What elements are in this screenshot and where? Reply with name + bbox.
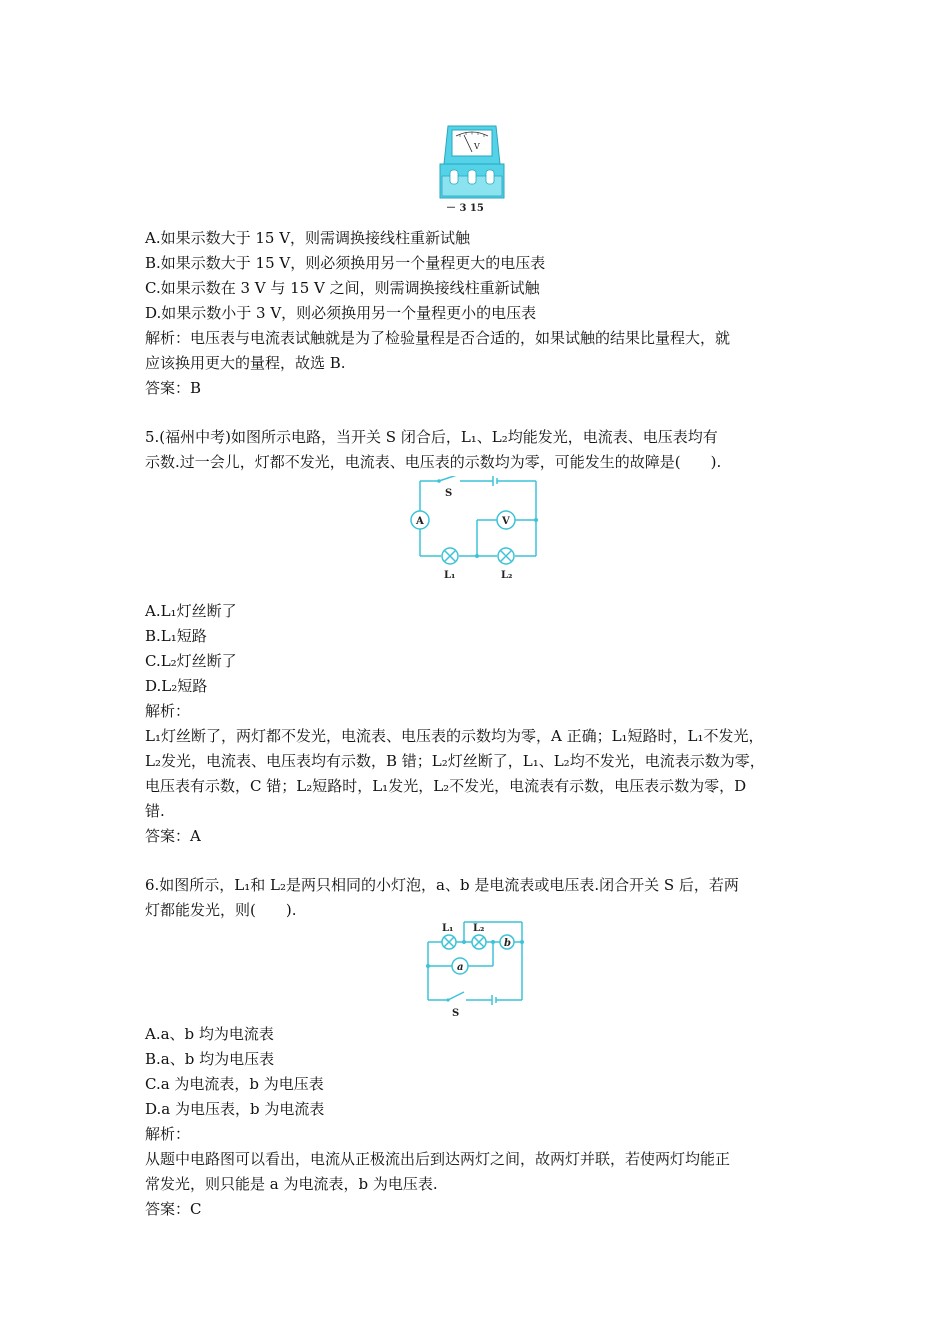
q5-analysis-line-3: 电压表有示数，C 错；L₂短路时，L₁发光，L₂不发光，电流表有示数，电压表示数为零，D <box>145 777 747 795</box>
q5-stem-line-2: 示数.过一会儿，灯都不发光，电流表、电压表的示数均为零，可能发生的故障是( ). <box>145 453 722 471</box>
q6-analysis-title: 解析： <box>145 1125 191 1143</box>
q4-option-a: A.如果示数大于 15 V，则需调换接线柱重新试触 <box>145 229 471 247</box>
voltmeter-illustration <box>438 122 510 214</box>
q5-option-d: D.L₂短路 <box>145 677 208 695</box>
q5-option-a: A.L₁灯丝断了 <box>145 602 237 620</box>
q6-option-d: D.a 为电压表，b 为电流表 <box>145 1100 325 1118</box>
q6-stem-line-2: 灯都能发光，则( ). <box>145 901 297 919</box>
q6-meter-a-label: a <box>457 962 464 973</box>
q6-lamp1-label: L₁ <box>442 923 454 934</box>
q6-stem-line-1: 6.如图所示，L₁和 L₂是两只相同的小灯泡，a、b 是电流表或电压表.闭合开关 S 后，若两 <box>145 876 739 894</box>
q6-option-b: B.a、b 均为电压表 <box>145 1050 275 1068</box>
q4-option-b: B.如果示数大于 15 V，则必须换用另一个量程更大的电压表 <box>145 254 546 272</box>
q5-analysis-line-1: L₁灯丝断了，两灯都不发光，电流表、电压表的示数均为零，A 正确；L₁短路时，L₁不发光， <box>145 727 764 745</box>
q6-analysis-line-2: 常发光，则只能是 a 为电流表，b 为电压表. <box>145 1175 438 1193</box>
q6-switch-label: S <box>452 1008 460 1018</box>
q5-voltmeter-label: V <box>502 516 510 527</box>
q5-analysis-line-4: 错. <box>145 802 165 820</box>
q6-analysis-line-1: 从题中电路图可以看出，电流从正极流出后到达两灯之间，故两灯并联，若使两灯均能正 <box>145 1150 731 1168</box>
q4-analysis-line-2: 应该换用更大的量程，故选 B. <box>145 354 346 372</box>
q4-option-c: C.如果示数在 3 V 与 15 V 之间，则需调换接线柱重新试触 <box>145 279 540 297</box>
q5-switch-label: S <box>445 488 453 499</box>
q6-circuit-diagram <box>420 918 530 1018</box>
q5-lamp1-label: L₁ <box>444 570 456 581</box>
q5-option-c: C.L₂灯丝断了 <box>145 652 237 670</box>
q5-lamp2-label: L₂ <box>501 570 513 581</box>
q5-option-b: B.L₁短路 <box>145 627 207 645</box>
q6-answer: 答案：C <box>145 1200 202 1218</box>
q4-answer: 答案：B <box>145 379 202 397</box>
q6-meter-b-label: b <box>504 938 511 949</box>
q6-lamp2-label: L₂ <box>473 923 485 934</box>
q5-ammeter-label: A <box>416 516 424 527</box>
q4-analysis-line-1: 解析：电压表与电流表试触就是为了检验量程是否合适的，如果试触的结果比量程大，就 <box>145 329 731 347</box>
q6-option-c: C.a 为电流表，b 为电压表 <box>145 1075 324 1093</box>
q6-option-a: A.a、b 均为电流表 <box>145 1025 274 1043</box>
q4-option-d: D.如果示数小于 3 V，则必须换用另一个量程更小的电压表 <box>145 304 537 322</box>
meter-scale-label: V <box>474 142 480 151</box>
q5-answer: 答案：A <box>145 827 201 845</box>
q5-analysis-line-2: L₂发光，电流表、电压表均有示数，B 错；L₂灯丝断了，L₁、L₂均不发光，电流表示数为零， <box>145 752 765 770</box>
q5-circuit-diagram <box>405 476 550 586</box>
meter-terminal-labels: － 3 15 <box>446 203 484 214</box>
q5-analysis-title: 解析： <box>145 702 191 720</box>
q5-stem-line-1: 5.(福州中考)如图所示电路，当开关 S 闭合后，L₁、L₂均能发光，电流表、电压表均有 <box>145 428 718 446</box>
